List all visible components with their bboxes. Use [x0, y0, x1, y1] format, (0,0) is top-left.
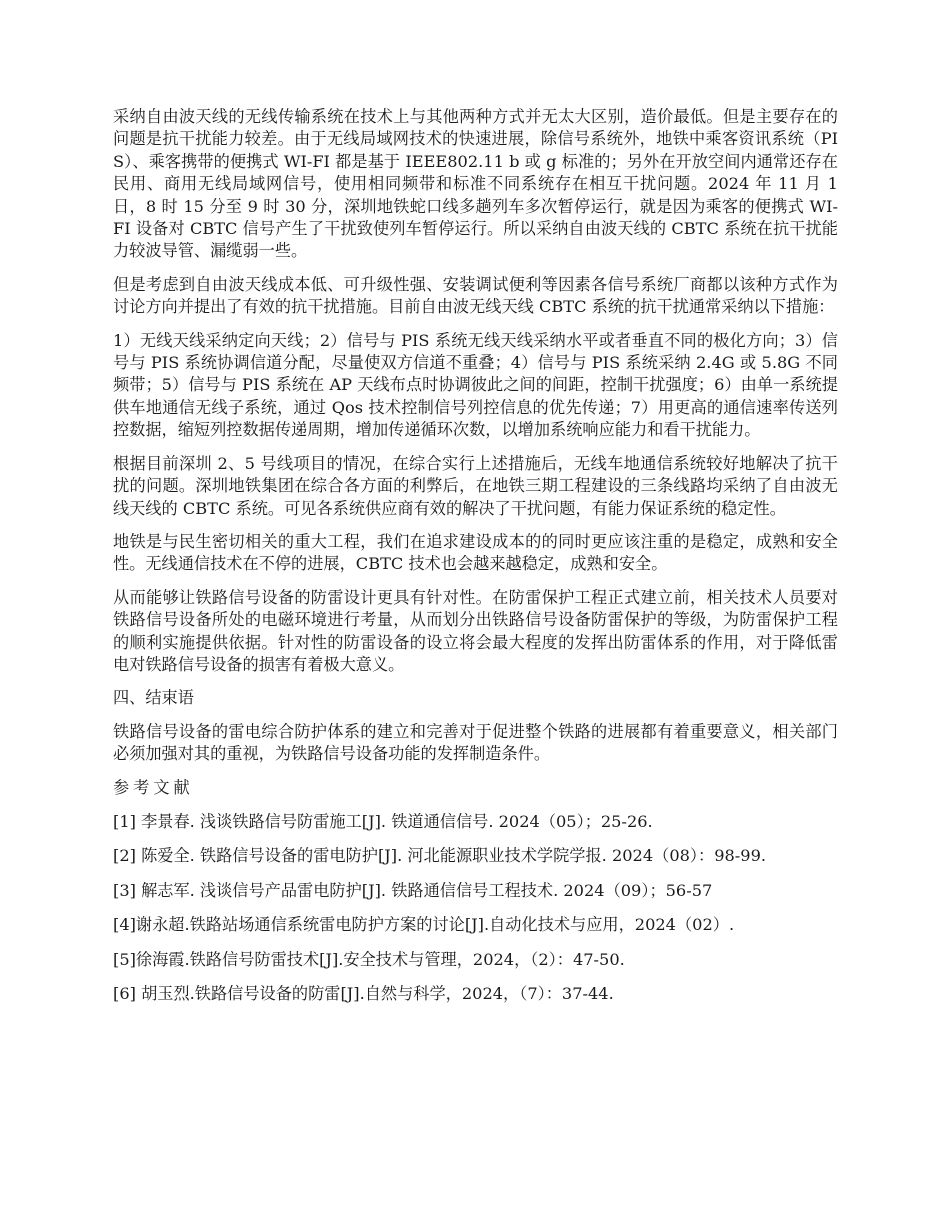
- reference-item: [2] 陈爱全. 铁路信号设备的雷电防护[J]. 河北能源职业技术学院学报. 2024（08）：98-99.: [113, 846, 767, 866]
- reference-item: [4]谢永超.铁路站场通信系统雷电防护方案的讨论[J].自动化技术与应用，2024（02）.: [113, 915, 735, 935]
- body-paragraph-3: 1）无线天线采纳定向天线；2）信号与 PIS 系统无线天线采纳水平或者垂直不同的极化方向；3）信号与 PIS 系统协调信道分配，尽量使双方信道不重叠；4）信号与 PIS 系统采纳 2.4G 或 5.8G 不同频带；5）信号与 PIS 系统在 AP 天线布点时协调彼此之间的间距，控制干扰强度；6）由单一系统提供车地通信无线子系统，通过 Qos 技术控制信号列控信息的优先传递；7）用更高的通信速率传送列控数据，缩短列控数据传递周期，增加传递循环次数，以增加系统响应能力和看干扰能力。: [113, 330, 838, 440]
- reference-item: [5]徐海霞.铁路信号防雷技术[J].安全技术与管理，2024，（2）：47-50.: [113, 949, 625, 969]
- body-paragraph-5: 地铁是与民生密切相关的重大工程，我们在追求建设成本的的同时更应该注重的是稳定，成熟和安全性。无线通信技术在不停的进展，CBTC 技术也会越来越稳定，成熟和安全。: [113, 531, 838, 574]
- body-paragraph-2: 但是考虑到自由波天线成本低、可升级性强、安装调试便利等因素各信号系统厂商都以该种方式作为讨论方向并提出了有效的抗干扰措施。目前自由波无线天线 CBTC 系统的抗干扰通常采纳以下措施：: [113, 274, 838, 317]
- section-heading: 四、结束语: [113, 688, 194, 708]
- body-paragraph-6: 从而能够让铁路信号设备的防雷设计更具有针对性。在防雷保护工程正式建立前，相关技术人员要对铁路信号设备所处的电磁环境进行考量，从而划分出铁路信号设备防雷保护的等级，为防雷保护工程的顺利实施提供依据。针对性的防雷设备的设立将会最大程度的发挥出防雷体系的作用，对于降低雷电对铁路信号设备的损害有着极大意义。: [113, 587, 838, 674]
- reference-item: [3] 解志军. 浅谈信号产品雷电防护[J]. 铁路通信信号工程技术. 2024（09）；56-57: [113, 880, 713, 900]
- reference-item: [6] 胡玉烈.铁路信号设备的防雷[J].自然与科学，2024，（7）：37-44.: [113, 984, 614, 1003]
- reference-item: [1] 李景春. 浅谈铁路信号防雷施工[J]. 铁道通信信号. 2024（05）；25-26.: [113, 811, 653, 831]
- conclusion-paragraph: 铁路信号设备的雷电综合防护体系的建立和完善对于促进整个铁路的进展都有着重要意义，相关部门必须加强对其的重视，为铁路信号设备功能的发挥制造条件。: [113, 721, 838, 764]
- references-list: [113, 811, 838, 1005]
- body-paragraph-4: 根据目前深圳 2、5 号线项目的情况，在综合实行上述措施后，无线车地通信系统较好地解决了抗干扰的问题。深圳地铁集团在综合各方面的利弊后，在地铁三期工程建设的三条线路均采纳了自由波无线天线的 CBTC 系统。可见各系统供应商有效的解决了干扰问题，有能力保证系统的稳定性。: [113, 453, 838, 518]
- body-paragraph-1: 采纳自由波天线的无线传输系统在技术上与其他两种方式并无太大区别，造价最低。但是主要存在的问题是抗干扰能力较差。由于无线局域网技术的快速进展，除信号系统外，地铁中乘客资讯系统（PIS）、乘客携带的便携式 WI-FI 都是基于 IEEE802.11 b 或 g 标准的；另外在开放空间内通常还存在民用、商用无线局域网信号，使用相同频带和标准不同系统存在相互干扰问题。2024 年 11 月 1 日，8 时 15 分至 9 时 30 分，深圳地铁蛇口线多趟列车多次暂停运行，就是因为乘客的便携式 WI-FI 设备对 CBTC 信号产生了干扰致使列车暂停运行。所以采纳自由波天线的 CBTC 系统在抗干扰能力较波导管、漏缆弱一些。: [113, 107, 838, 261]
- references-title: 参考文献: [113, 777, 194, 797]
